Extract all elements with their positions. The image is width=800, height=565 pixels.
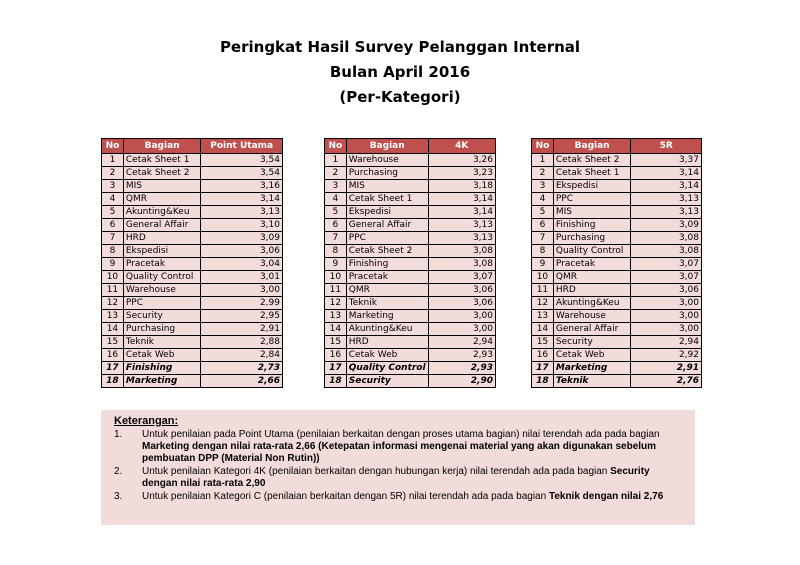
rank-cell: 6 [532,219,554,232]
table-row [532,336,702,349]
table-row [325,154,496,167]
department-cell: General Affair [553,323,631,336]
rank-cell: 16 [102,349,124,362]
rank-cell: 7 [102,232,124,245]
department-cell: Cetak Sheet 1 [123,154,200,167]
score-cell: 3,07 [631,271,702,284]
score-cell: 3,08 [428,258,495,271]
table-row [325,219,496,232]
rank-cell: 7 [325,232,347,245]
rank-cell: 18 [102,375,124,388]
table-row [532,310,702,323]
table-row [102,375,283,388]
note-item [114,466,687,490]
rank-cell: 2 [325,167,347,180]
rank-cell: 9 [325,258,347,271]
note-number: 1. [114,429,123,440]
department-cell: Cetak Sheet 1 [346,193,428,206]
department-cell: Cetak Sheet 1 [553,167,631,180]
score-cell: 2,90 [428,375,495,388]
score-cell: 3,06 [631,284,702,297]
table-row [102,310,283,323]
rank-cell: 9 [102,258,124,271]
table-row [532,375,702,388]
department-cell: Finishing [553,219,631,232]
department-cell: Cetak Sheet 2 [346,245,428,258]
rank-cell: 18 [532,375,554,388]
table-row [102,167,283,180]
table-row [532,284,702,297]
department-cell: Purchasing [553,232,631,245]
rank-cell: 14 [102,323,124,336]
rank-cell: 8 [102,245,124,258]
column-header: Bagian [553,139,631,154]
department-cell: Marketing [553,362,631,375]
department-cell: Warehouse [346,154,428,167]
table-row [325,180,496,193]
column-header: No [102,139,124,154]
note-text: Untuk penilaian Kategori 4K (penilaian berkaitan dengan hubungan kerja) nilai terendah ada pada bagian Security dengan nilai rata-rata 2,90 [142,466,650,489]
department-cell: Quality Control [346,362,428,375]
rank-cell: 3 [102,180,124,193]
rank-cell: 7 [532,232,554,245]
table-row [102,258,283,271]
score-cell: 3,14 [428,206,495,219]
score-cell: 3,06 [201,245,283,258]
rank-cell: 14 [532,323,554,336]
table-row [102,271,283,284]
rank-cell: 8 [325,245,347,258]
department-cell: PPC [553,193,631,206]
rank-cell: 5 [325,206,347,219]
score-cell: 2,76 [631,375,702,388]
score-cell: 2,99 [201,297,283,310]
rank-cell: 13 [325,310,347,323]
department-cell: Finishing [346,258,428,271]
table-row [532,193,702,206]
table-row [325,336,496,349]
score-cell: 3,13 [428,232,495,245]
score-cell: 2,88 [201,336,283,349]
rank-cell: 1 [102,154,124,167]
table-row [532,362,702,375]
score-cell: 2,91 [201,323,283,336]
notes-heading: Keterangan: [114,415,179,427]
table-row [325,284,496,297]
rank-cell: 3 [532,180,554,193]
table-row [102,349,283,362]
score-cell: 3,01 [201,271,283,284]
column-header: Point Utama [201,139,283,154]
department-cell: Purchasing [123,323,200,336]
score-cell: 2,93 [428,349,495,362]
score-cell: 3,00 [428,323,495,336]
column-header: Bagian [346,139,428,154]
score-cell: 3,00 [631,323,702,336]
department-cell: MIS [123,180,200,193]
table-row [532,271,702,284]
score-cell: 2,94 [631,336,702,349]
column-header: Bagian [123,139,200,154]
table-row [325,310,496,323]
table-row [532,206,702,219]
department-cell: Teknik [553,375,631,388]
department-cell: General Affair [123,219,200,232]
table-row [532,167,702,180]
rank-cell: 15 [102,336,124,349]
rank-cell: 5 [532,206,554,219]
table-row [102,284,283,297]
department-cell: Security [123,310,200,323]
table-row [325,206,496,219]
department-cell: PPC [346,232,428,245]
table-row [532,258,702,271]
rank-cell: 13 [532,310,554,323]
score-cell: 3,14 [631,167,702,180]
score-cell: 3,13 [428,219,495,232]
table-row [102,193,283,206]
department-cell: QMR [346,284,428,297]
table-5r [531,138,702,388]
table-row [102,336,283,349]
column-header: No [325,139,347,154]
rank-cell: 1 [532,154,554,167]
rank-cell: 12 [532,297,554,310]
table-row [325,167,496,180]
score-cell: 3,14 [201,193,283,206]
rank-cell: 16 [532,349,554,362]
score-cell: 3,54 [201,167,283,180]
table-row [102,297,283,310]
department-cell: Cetak Web [123,349,200,362]
department-cell: Ekspedisi [553,180,631,193]
table-row [325,362,496,375]
table-row [532,323,702,336]
notes-box [101,410,695,525]
score-cell: 3,09 [631,219,702,232]
department-cell: Quality Control [123,271,200,284]
score-cell: 2,93 [428,362,495,375]
score-cell: 2,66 [201,375,283,388]
table-row [325,349,496,362]
score-cell: 3,13 [201,206,283,219]
rank-cell: 6 [325,219,347,232]
score-cell: 3,08 [631,245,702,258]
department-cell: Security [346,375,428,388]
rank-cell: 3 [325,180,347,193]
note-number: 3. [114,491,123,502]
column-header: 4K [428,139,495,154]
department-cell: MIS [553,206,631,219]
table-point-utama [101,138,283,388]
rank-cell: 17 [102,362,124,375]
department-cell: HRD [346,336,428,349]
table-row [532,180,702,193]
table-row [102,206,283,219]
department-cell: Teknik [346,297,428,310]
table-4k [324,138,496,388]
table-row [532,245,702,258]
rank-cell: 8 [532,245,554,258]
rank-cell: 11 [532,284,554,297]
table-row [102,219,283,232]
page-subtitle-month: Bulan April 2016 [329,63,471,81]
score-cell: 3,08 [428,245,495,258]
department-cell: Pracetak [553,258,631,271]
rank-cell: 11 [325,284,347,297]
table-row [532,297,702,310]
note-text: Untuk penilaian pada Point Utama (penilaian berkaitan dengan proses utama bagian) nilai terendah ada pada bagian Marketing dengan nilai rata-rata 2,66 (Ketepatan informasi mengenai material yang akan digunakan sebelum pembuatan DPP (Material Non Rutin)) [142,429,660,464]
score-cell: 3,13 [631,193,702,206]
department-cell: Quality Control [553,245,631,258]
score-cell: 3,14 [631,180,702,193]
table-row [102,323,283,336]
score-cell: 2,92 [631,349,702,362]
rank-cell: 16 [325,349,347,362]
score-cell: 3,00 [631,297,702,310]
note-item [114,429,687,465]
table-row [325,375,496,388]
table-row [325,258,496,271]
score-cell: 3,00 [428,310,495,323]
score-cell: 3,00 [631,310,702,323]
rank-cell: 11 [102,284,124,297]
table-row [532,232,702,245]
table-row [102,245,283,258]
department-cell: Pracetak [346,271,428,284]
department-cell: Akunting&Keu [346,323,428,336]
score-cell: 3,07 [631,258,702,271]
score-cell: 3,18 [428,180,495,193]
department-cell: Cetak Sheet 2 [553,154,631,167]
rank-cell: 13 [102,310,124,323]
score-cell: 3,10 [201,219,283,232]
score-cell: 3,08 [631,232,702,245]
table-row [102,362,283,375]
score-cell: 3,16 [201,180,283,193]
rank-cell: 14 [325,323,347,336]
department-cell: Purchasing [346,167,428,180]
department-cell: Teknik [123,336,200,349]
rank-cell: 10 [532,271,554,284]
score-cell: 3,14 [428,193,495,206]
rank-cell: 2 [532,167,554,180]
table-row [325,245,496,258]
rank-cell: 9 [532,258,554,271]
note-number: 2. [114,466,123,477]
rank-cell: 4 [325,193,347,206]
table-row [102,154,283,167]
score-cell: 3,23 [428,167,495,180]
department-cell: Cetak Web [346,349,428,362]
note-text: Untuk penilaian Kategori C (penilaian berkaitan dengan 5R) nilai terendah ada pada bagian Teknik dengan nilai 2,76 [142,491,664,502]
score-cell: 2,95 [201,310,283,323]
page-title: Peringkat Hasil Survey Pelanggan Internal [219,38,581,56]
rank-cell: 17 [325,362,347,375]
rank-cell: 10 [325,271,347,284]
score-cell: 3,00 [201,284,283,297]
department-cell: Marketing [346,310,428,323]
score-cell: 2,84 [201,349,283,362]
department-cell: QMR [553,271,631,284]
department-cell: Finishing [123,362,200,375]
score-cell: 3,04 [201,258,283,271]
rank-cell: 12 [102,297,124,310]
department-cell: Akunting&Keu [553,297,631,310]
note-item [114,491,687,503]
department-cell: Pracetak [123,258,200,271]
score-cell: 3,37 [631,154,702,167]
score-cell: 3,06 [428,297,495,310]
score-cell: 2,91 [631,362,702,375]
rank-cell: 2 [102,167,124,180]
table-row [102,180,283,193]
score-cell: 3,07 [428,271,495,284]
score-cell: 3,06 [428,284,495,297]
column-header: 5R [631,139,702,154]
department-cell: Akunting&Keu [123,206,200,219]
department-cell: Ekspedisi [346,206,428,219]
score-cell: 2,94 [428,336,495,349]
table-row [325,193,496,206]
table-row [325,323,496,336]
department-cell: General Affair [346,219,428,232]
department-cell: Warehouse [123,284,200,297]
score-cell: 3,09 [201,232,283,245]
department-cell: Warehouse [553,310,631,323]
rank-cell: 17 [532,362,554,375]
department-cell: HRD [553,284,631,297]
rank-cell: 5 [102,206,124,219]
table-row [102,232,283,245]
rank-cell: 10 [102,271,124,284]
department-cell: Cetak Sheet 2 [123,167,200,180]
score-cell: 3,26 [428,154,495,167]
department-cell: Marketing [123,375,200,388]
score-cell: 2,73 [201,362,283,375]
table-row [532,349,702,362]
table-row [325,232,496,245]
score-cell: 3,54 [201,154,283,167]
department-cell: Security [553,336,631,349]
rank-cell: 4 [532,193,554,206]
department-cell: MIS [346,180,428,193]
rank-cell: 1 [325,154,347,167]
department-cell: QMR [123,193,200,206]
department-cell: Ekspedisi [123,245,200,258]
rank-cell: 6 [102,219,124,232]
department-cell: Cetak Web [553,349,631,362]
table-row [325,297,496,310]
rank-cell: 12 [325,297,347,310]
rank-cell: 4 [102,193,124,206]
column-header: No [532,139,554,154]
table-row [325,271,496,284]
score-cell: 3,13 [631,206,702,219]
page-subtitle-category: (Per-Kategori) [339,88,461,106]
rank-cell: 15 [325,336,347,349]
department-cell: HRD [123,232,200,245]
rank-cell: 18 [325,375,347,388]
table-row [532,219,702,232]
department-cell: PPC [123,297,200,310]
table-row [532,154,702,167]
rank-cell: 15 [532,336,554,349]
